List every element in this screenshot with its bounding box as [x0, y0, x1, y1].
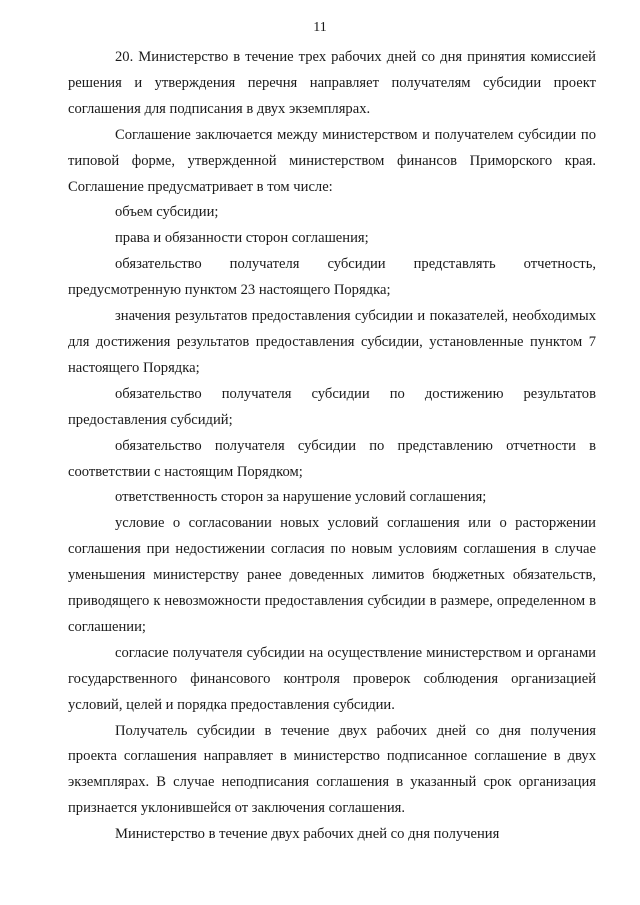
paragraph-ministry-continuation: Министерство в течение двух рабочих дней со дня получения	[115, 826, 500, 843]
list-item-rights-obligations: права и обязанности сторон соглашения;	[115, 230, 369, 247]
list-item-reporting-compliance: обязательство получателя субсидии по представлению отчетности в соответствии с настоящим Порядком;	[68, 437, 596, 480]
list-item-result-values: значения результатов предоставления субсидии и показателей, необходимых для достижения результатов предоставления субсидии, установленные пунктом 7 настоящего Порядка;	[68, 308, 596, 376]
list-item-reporting-obligation: обязательство получателя субсидии представлять отчетность, предусмотренную пунктом 23 настоящего Порядка;	[68, 256, 596, 299]
list-item-liability: ответственность сторон за нарушение условий соглашения;	[115, 489, 487, 506]
paragraph-recipient-signing: Получатель субсидии в течение двух рабочих дней со дня получения проекта соглашения направляет в министерство подписанное соглашение в двух экземплярах. В случае неподписания соглашения в указанный срок организация признается уклонившейся от заключения соглашения.	[68, 722, 596, 817]
list-item-new-conditions: условие о согласовании новых условий соглашения или о расторжении соглашения при недостижении согласия по новым условиям соглашения в случае уменьшения министерству ранее доведенных лимитов бюджетных обязательств, приводящего к невозможности предоставления субсидии в размере, определенном в соглашении;	[68, 515, 596, 635]
list-item-achievement-obligation: обязательство получателя субсидии по достижению результатов предоставления субсидий;	[68, 385, 596, 428]
document-body	[68, 45, 596, 848]
list-item-inspection-consent: согласие получателя субсидии на осуществление министерством и органами государственного финансового контроля проверок соблюдения организацией условий, целей и порядка предоставления субсидии.	[68, 644, 596, 713]
paragraph-agreement-intro: Соглашение заключается между министерством и получателем субсидии по типовой форме, утвержденной министерством финансов Приморского края. Соглашение предусматривает в том числе:	[68, 126, 596, 195]
list-item-subsidy-volume: объем субсидии;	[115, 204, 219, 221]
paragraph-item-20: 20. Министерство в течение трех рабочих дней со дня принятия комиссией решения и утверждения перечня направляет получателям субсидии проект соглашения для подписания в двух экземплярах.	[68, 49, 596, 117]
page-number: 11	[313, 20, 327, 35]
